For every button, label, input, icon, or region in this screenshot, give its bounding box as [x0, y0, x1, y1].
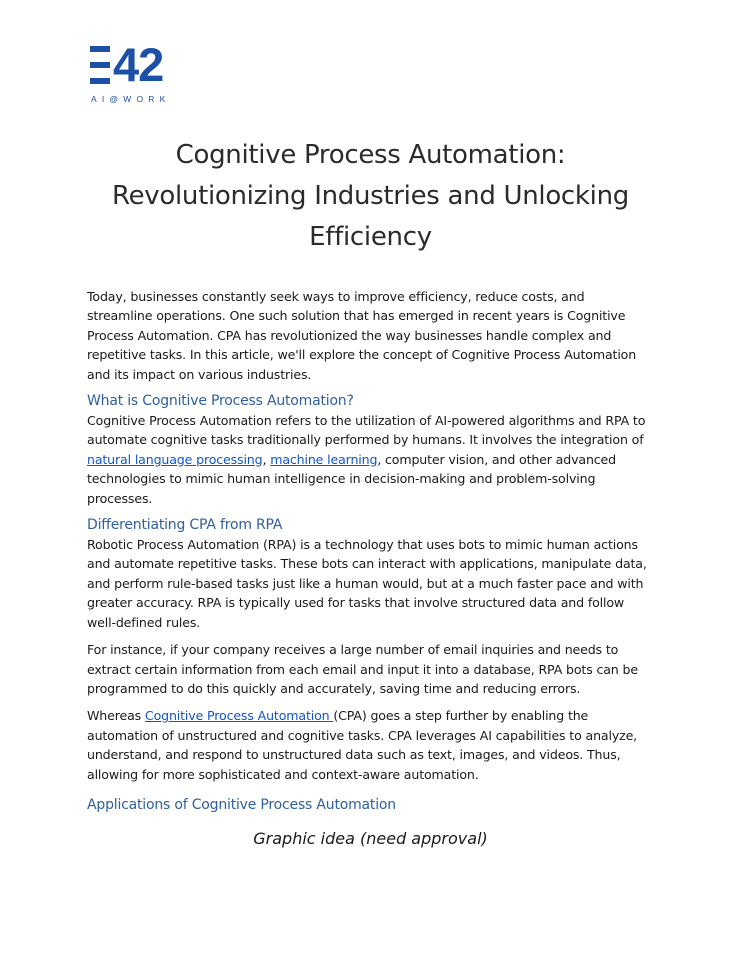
section-heading-differentiating: Differentiating CPA from RPA [87, 517, 283, 534]
logo-mark [90, 38, 190, 91]
paragraph-text: , computer vision, and other advanced technologies to mimic human intelligence in decision-making and problem-solving processes. [87, 451, 616, 506]
e42-logo [90, 38, 190, 104]
title-line-3: Efficiency [309, 222, 432, 252]
logo-e-bars [90, 44, 110, 84]
link-machine-learning[interactable]: machine learning [270, 451, 378, 467]
paragraph-text: Cognitive Process Automation refers to the utilization of AI-powered algorithms and RPA to automate cognitive tasks traditionally performed by humans. It involves the integration of [87, 413, 646, 448]
graphic-idea-note: Graphic idea (need approval) [253, 829, 488, 848]
article-body [87, 287, 653, 815]
title-line-2: Revolutionizing Industries and Unlocking [111, 181, 629, 211]
logo-tagline: AI@WORK [91, 94, 171, 104]
link-natural-language-processing[interactable]: natural language processing [87, 451, 263, 467]
title-line-1: Cognitive Process Automation: [175, 140, 566, 170]
paragraph-text: (CPA) goes a step further by enabling the automation of unstructured and cognitive tasks. CPA leverages AI capabilities to analyze, understand, and respond to unstructured data such as text, images, and videos. Thus, allowing for more sophisticated and context-aware automation. [87, 708, 638, 782]
cpa-paragraph [87, 706, 653, 784]
separator-text: , [262, 451, 271, 467]
logo-number: 42 [113, 38, 164, 91]
section-heading-what-is-cpa: What is Cognitive Process Automation? [87, 393, 354, 410]
intro-paragraph: Today, businesses constantly seek ways to improve efficiency, reduce costs, and streamline operations. One such solution that has emerged in recent years is Cognitive Process Automation. CPA has revolutionized the way businesses handle complex and repetitive tasks. In this article, we'll explore the concept of Cognitive Process Automation and its impact on various industries. [87, 289, 637, 382]
section-heading-applications: Applications of Cognitive Process Automation [87, 796, 396, 813]
page-title [90, 135, 651, 258]
paragraph-text: Whereas [87, 708, 145, 724]
link-cognitive-process-automation[interactable]: Cognitive Process Automation [144, 708, 334, 724]
rpa-paragraph: Robotic Process Automation (RPA) is a technology that uses bots to mimic human actions and automate repetitive tasks. These bots can interact with applications, manipulate data, and perform rule-based tasks just like a human would, but at a much faster pace and with greater accuracy. RPA is typically used for tasks that involve structured data and follow well-defined rules. [87, 537, 647, 630]
section-what-is-cpa-paragraph [87, 411, 653, 508]
example-paragraph: For instance, if your company receives a large number of email inquiries and needs to extract certain information from each email and input it into a database, RPA bots can be programmed to do this quickly and accurately, saving time and reducing errors. [87, 642, 638, 696]
